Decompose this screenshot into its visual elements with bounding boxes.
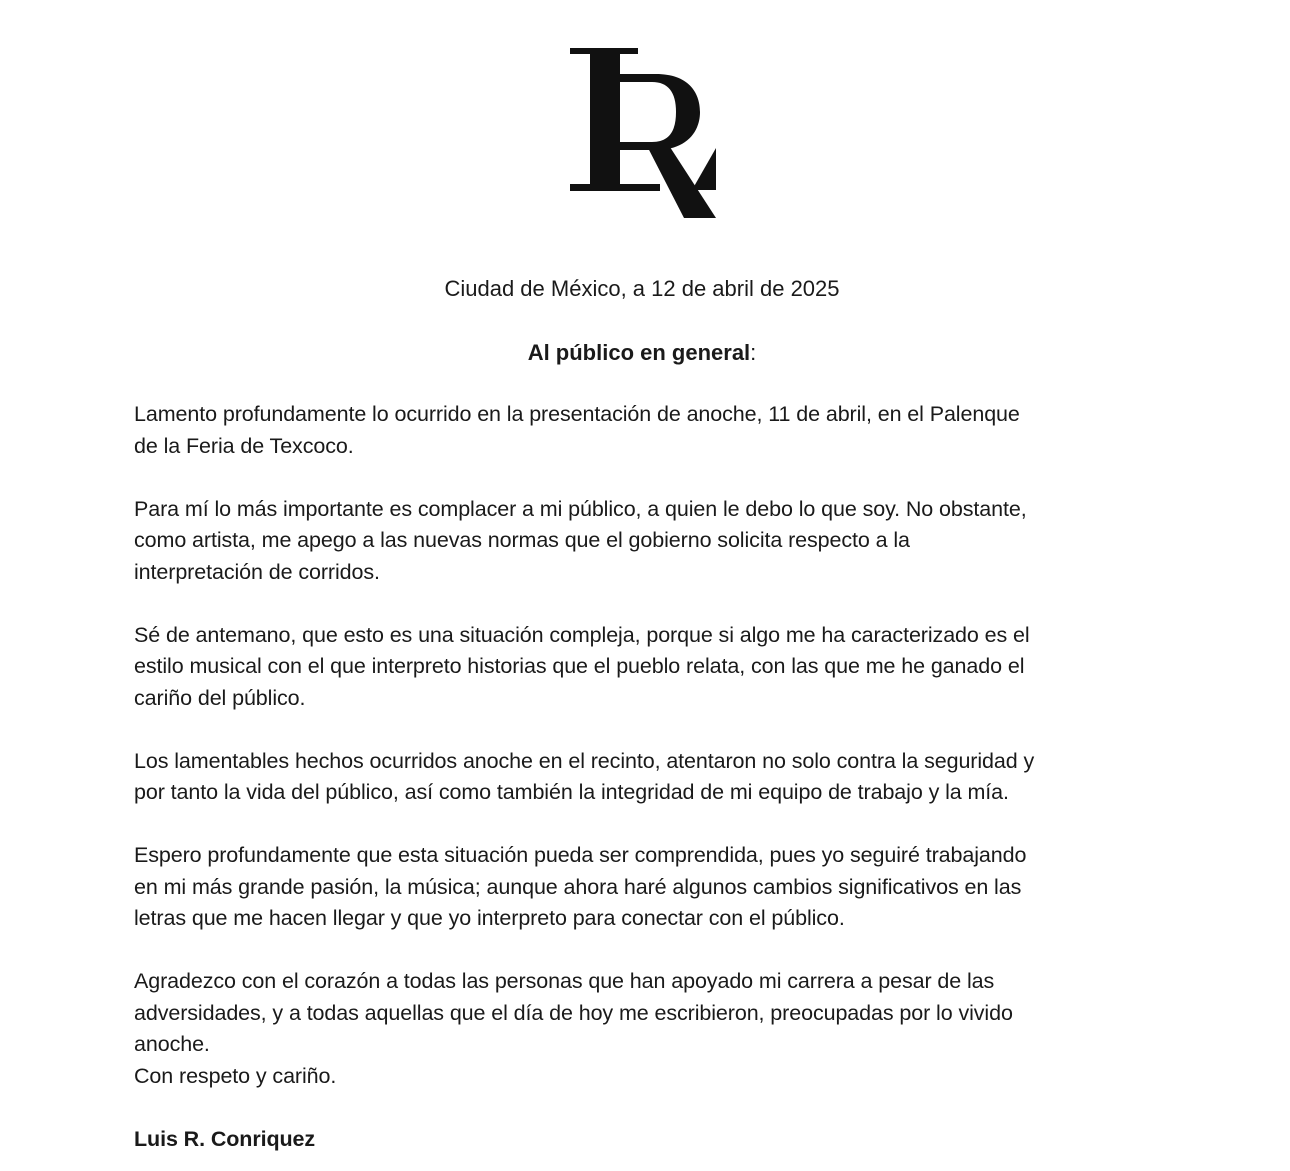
salutation-text: Al público en general [527, 340, 751, 365]
paragraph-6 [134, 966, 1164, 1092]
paragraph-2 [134, 494, 1164, 589]
paragraph-line: interpretación de corridos. [134, 559, 380, 584]
paragraph-line: Agradezco con el corazón a todas las personas que han apoyado mi carrera a pesar de las [134, 969, 995, 993]
paragraph-3 [134, 620, 1164, 715]
letter-signature: Luis R. Conriquez [134, 1126, 316, 1151]
paragraph-line: Sé de antemano, que esto es una situación compleja, porque si algo me ha caracterizado es el [134, 622, 1030, 647]
lr-monogram-icon [568, 44, 718, 220]
paragraph-5 [134, 840, 1164, 935]
paragraph-line: Para mí lo más importante es complacer a mi público, a quien le debo lo que soy. No obstante, [134, 496, 1027, 521]
paragraph-line: cariño del público. [134, 685, 306, 710]
paragraph-line: Espero profundamente que esta situación pueda ser comprendida, pues yo seguiré trabajando [134, 843, 1027, 867]
paragraph-line: estilo musical con el que interpreto historias que el pueblo relata, con las que me he ganado el [134, 654, 1025, 678]
paragraph-line: como artista, me apego a las nuevas normas que el gobierno solicita respecto a la [134, 528, 910, 552]
paragraph-line: anoche. [134, 1032, 210, 1056]
letter-body [134, 399, 1164, 1155]
lr-monogram-logo [568, 44, 718, 220]
paragraph-4 [134, 746, 1164, 809]
letter-date: Ciudad de México, a 12 de abril de 2025 [444, 276, 840, 301]
paragraph-line: por tanto la vida del público, así como también la integridad de mi equipo de trabajo y la mía. [134, 780, 1009, 804]
paragraph-line: adversidades, y a todas aquellas que el día de hoy me escribieron, preocupadas por lo vivido [134, 1000, 1013, 1025]
paragraph-line: Lamento profundamente lo ocurrido en la presentación de anoche, 11 de abril, en el Palenque [134, 402, 1020, 426]
letter-closing: Con respeto y cariño. [134, 1063, 337, 1088]
paragraph-1 [134, 399, 1164, 462]
paragraph-line: letras que me hacen llegar y que yo interpreto para conectar con el público. [134, 906, 845, 930]
paragraph-line: en mi más grande pasión, la música; aunque ahora haré algunos cambios significativos en las [134, 874, 1022, 899]
salutation-colon: : [750, 340, 757, 365]
paragraph-line: Los lamentables hechos ocurridos anoche en el recinto, atentaron no solo contra la seguridad y [134, 748, 1035, 773]
letter-salutation [0, 339, 1284, 367]
paragraph-line: de la Feria de Texcoco. [134, 433, 354, 458]
